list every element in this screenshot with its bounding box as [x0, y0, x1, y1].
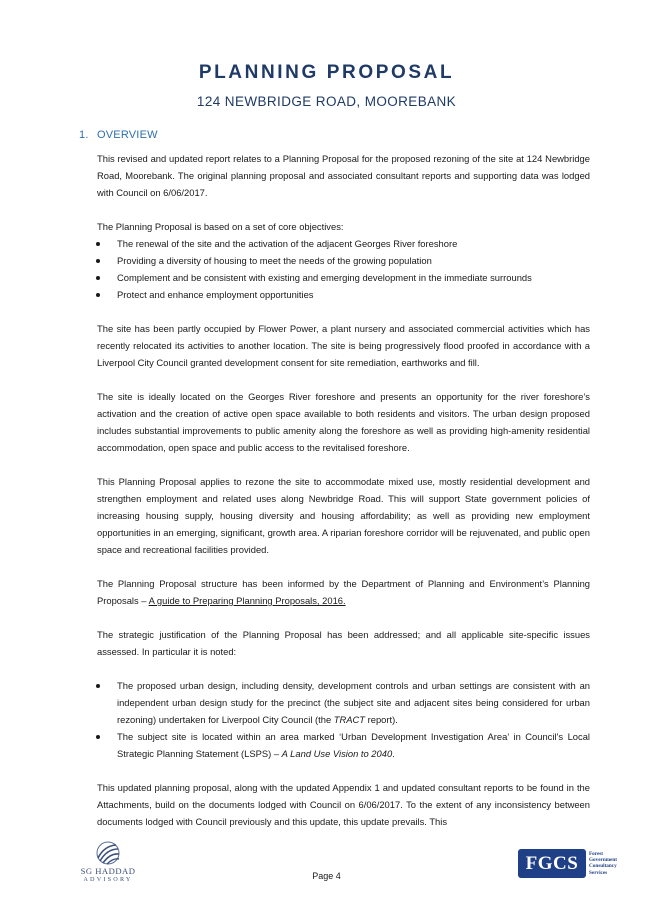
objectives-list: [97, 235, 590, 303]
bullet-icon: [96, 259, 100, 263]
document-subtitle: 124 NEWBRIDGE ROAD, MOOREBANK: [196, 94, 457, 109]
bullet-icon: [96, 684, 100, 688]
page-number: Page 4: [312, 871, 341, 881]
sg-haddad-tagline: ADVISORY: [83, 876, 133, 883]
paragraph-rezoning: This Planning Proposal applies to rezone the site to accommodate mixed use, mostly residential development and strengthen employment and related uses along Newbridge Road. This will support State government policies of increasing housing supply, housing diversity and housing affordability; as well as providing new employment opportunities in an emerging, significant, growth area. A riparian foreshore corridor will be rejuvenated, and public open space and recreational facilities provided.: [97, 476, 590, 555]
bullet-icon: [96, 735, 100, 739]
paragraph-objectives-lead: The Planning Proposal is based on a set of core objectives:: [97, 221, 344, 232]
paragraph-update: This updated planning proposal, along with the updated Appendix 1 and updated consultant reports to be found in the Attachments, build on the documents lodged with Council on 6/06/2017. To the extent of any inconsistency between documents lodged with Council previously and this update, this update prevails. This: [97, 782, 590, 827]
list-item: The subject site is located within an area marked ‘Urban Development Investigation Area’ in Council’s Local Strategic Planning Statement (LSPS) – A Land Use Vision to 2040.: [97, 728, 590, 762]
paragraph-site-history: The site has been partly occupied by Flower Power, a plant nursery and associated commercial activities which has recently relocated its activities to another location. The site is being progressively flood proofed in accordance with a Liverpool City Council granted development consent for site remediation, earthworks and fill.: [97, 323, 590, 368]
paragraph-justification: The strategic justification of the Planning Proposal has been addressed; and all applicable site-specific issues assessed. In particular it is noted:: [97, 629, 590, 657]
paragraph-structure: The Planning Proposal structure has been informed by the Department of Planning and Environment’s Planning Proposals – A guide to Preparing Planning Proposals, 2016.: [97, 578, 590, 606]
section-number: 1.: [79, 129, 89, 141]
section-title: OVERVIEW: [97, 129, 158, 141]
bullet-icon: [96, 276, 100, 280]
document-title: PLANNING PROPOSAL: [198, 62, 455, 83]
guide-link[interactable]: A guide to Preparing Planning Proposals, 2016.: [148, 595, 346, 606]
fgcs-name-lines: Forest Government Consultancy Services: [589, 851, 617, 876]
fgcs-logo: [518, 849, 586, 878]
list-item: The renewal of the site and the activation of the adjacent Georges River foreshore: [97, 235, 590, 252]
list-item: Providing a diversity of housing to meet the needs of the growing population: [97, 252, 590, 269]
bullet-icon: [96, 293, 100, 297]
bullet-icon: [96, 242, 100, 246]
paragraph-site-location: The site is ideally located on the Georges River foreshore and presents an opportunity for the river foreshore’s activation and the creation of active open space available to both residents and visitors. The urban design proposed includes substantial improvements to public amenity along the foreshore as well as providing high-amenity residential accommodation, open space and public access to the revitalised foreshore.: [97, 391, 590, 453]
section-heading: [79, 129, 158, 141]
fgcs-logo-text: FGCS: [525, 853, 579, 874]
paragraph-intro: This revised and updated report relates to a Planning Proposal for the proposed rezoning of the site at 124 Newbridge Road, Moorebank. The original planning proposal and associated consultant reports and supporting data was lodged with Council on 6/06/2017.: [97, 153, 590, 198]
body-text: [97, 150, 590, 830]
list-item: The proposed urban design, including density, development controls and urban settings are consistent with an independent urban design study for the precinct (the subject site and adjacent sites being considered for urban rezoning) undertaken for Liverpool City Council (the TRACT report).: [97, 677, 590, 728]
sg-haddad-name: SG HADDAD: [80, 866, 136, 876]
notes-list: [97, 677, 590, 762]
list-item: Protect and enhance employment opportunities: [97, 286, 590, 303]
list-item: Complement and be consistent with existing and emerging development in the immediate surrounds: [97, 269, 590, 286]
